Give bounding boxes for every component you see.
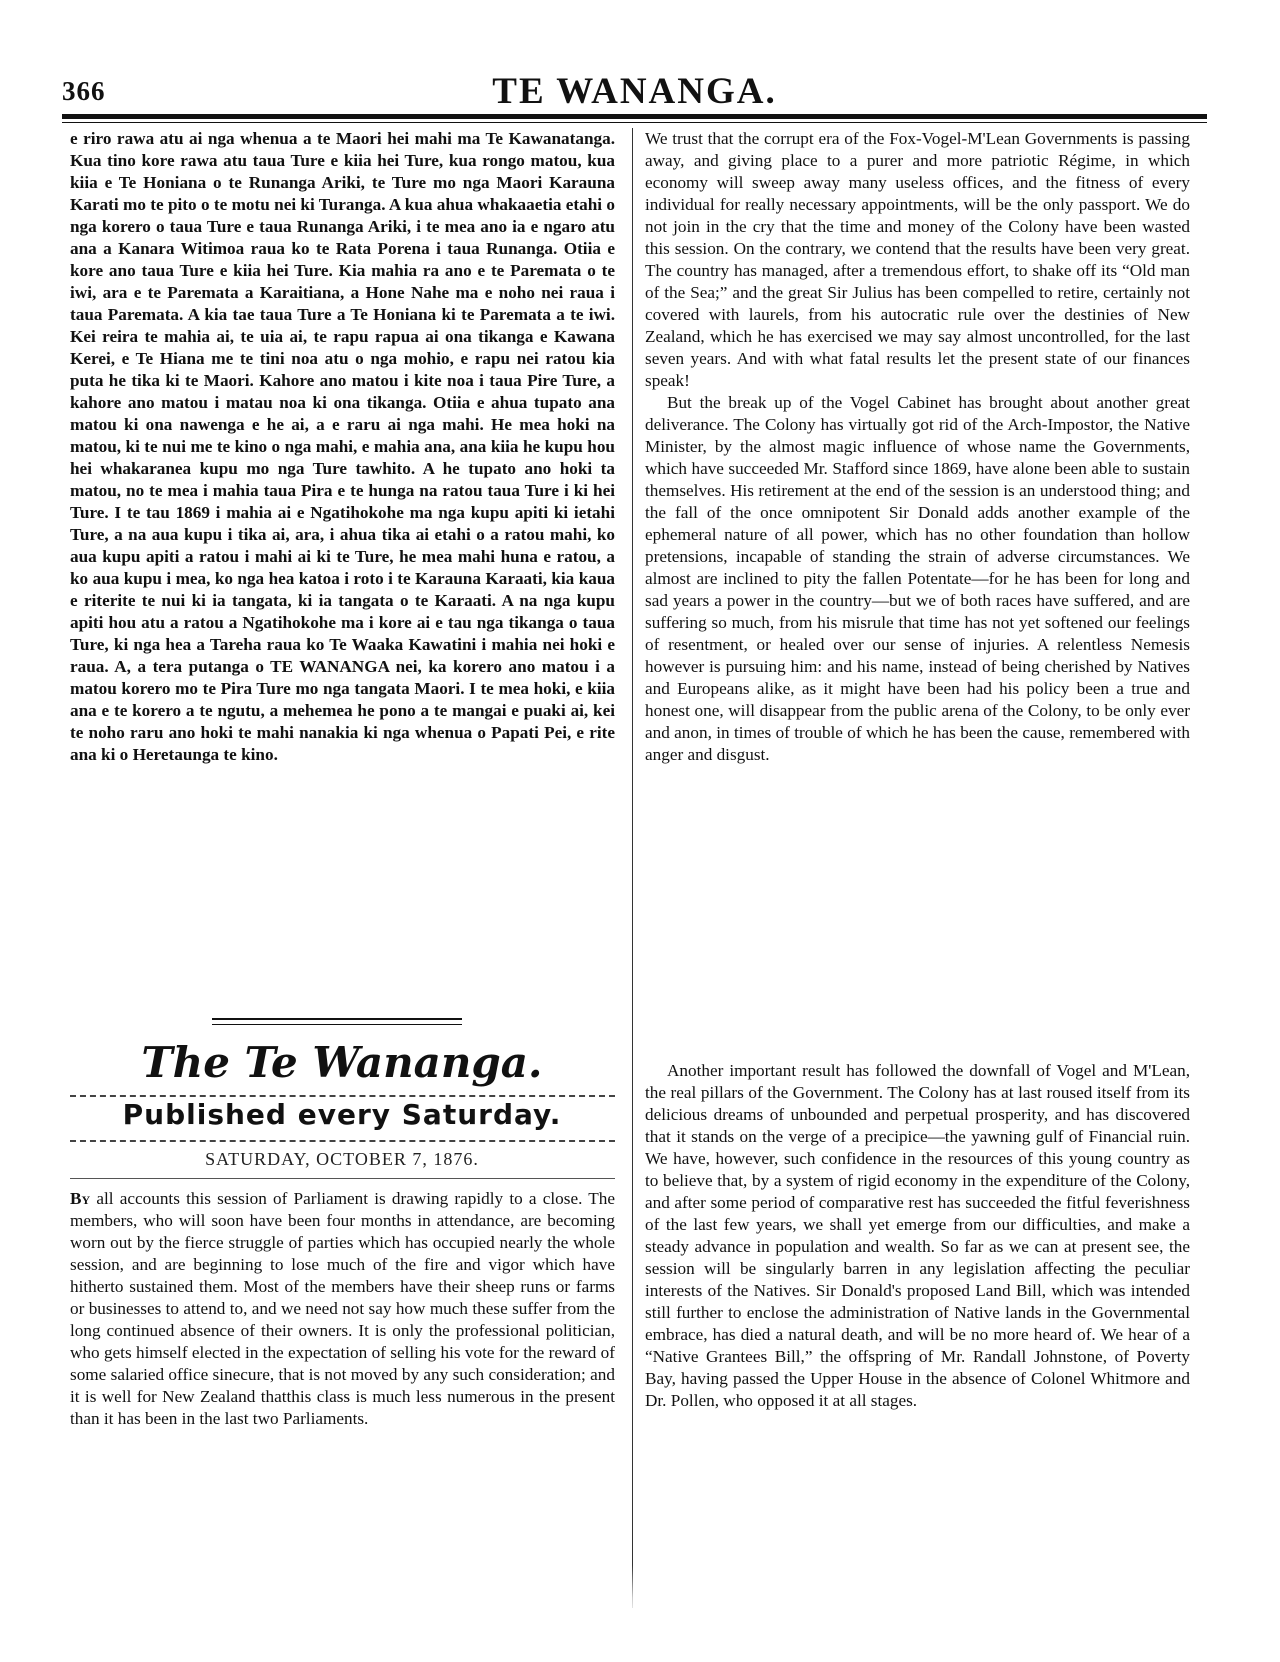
header-rule-thick [62,114,1207,119]
editorial-paragraph-2: But the break up of the Vogel Cabinet has brought about another great deliverance. The Colony has virtually got rid of the Arch-Impostor, the Native Minister, by the almost magic influence of whose name the Governments, which have succeeded Mr. Stafford since 1869, have alone been able to sustain themselves. His retirement at the end of the session is an understood thing; and the fall of the once omnipotent Sir Donald adds another example of the ephemeral nature of all power, which has no other foundation than hollow pretensions, incapable of standing the strain of adverse circumstances. We almost are inclined to pity the fallen Potentate—for he has been for long and sad years a power in the country—but we of both races have suffered, and are suffering so much, from his misrule that time has not yet softened our feelings of resentment, or healed over our sense of injuries. A relentless Nemesis however is pursuing him: and his name, instead of being cherished by Natives and Europeans alike, as it might have been had his policy been a true and honest one, will disappear from the public arena of the Colony, to be only ever and anon, in times of trouble of which he has been the cause, remembered with anger and disgust. [645,393,1190,764]
column-divider [632,128,633,1608]
page-header [62,60,1207,112]
editorial-paragraph-3: Another important result has followed the downfall of Vogel and M'Lean, the real pillars of the Government. The Colony has at last roused itself from its delicious dreams of unbounded and perpetual prosperity, and has discovered that it stands on the verge of a precipice—the yawning gulf of Financial ruin. We have, however, such confidence in the resources of this young country as to believe that, by a system of rigid economy in the expenditure of the Colony, and after some period of comparative rest has succeeded the fitful feverishness of the last few years, we shall yet emerge from our difficulties, and make a steady advance in population and wealth. So far as we can at present see, the session will be singularly barren in any legislation affecting the peculiar interests of the Natives. Sir Donald's proposed Land Bill, which was intended still further to enclose the administration of Native lands in the Governmental embrace, has died a natural death, and will be no more heard of. We hear of a “Native Grantees Bill,” the offspring of Mr. Randall Johnstone, of Poverty Bay, having passed the Upper House in the absence of Colonel Whitmore and Dr. Pollen, who opposed it at all stages. [645,1061,1190,1410]
editorial-first-word: By [70,1189,91,1208]
editorial-opening-paragraph [70,1188,615,1430]
page-bottom-fade [62,1565,1207,1620]
header-rule-thin [62,122,1207,123]
editorial-column-right-bottom [645,1060,1190,1608]
editorial-opening-text: all accounts this session of Parliament is drawing rapidly to a close. The members, who will soon have been four months in attendance, are becoming worn out by the fierce struggle of parties which has occupied nearly the whole session, and are beginning to lose much of the fire and vigor which have hitherto sustained them. Most of the members have their sheep runs or farms or businesses to attend to, and we need not say how much these suffer from the long continued absence of their owners. It is only the professional politician, who gets himself elected in the expectation of selling his vote for the reward of some salaried office sinecure, that is not moved by any such consideration; and it is well for New Zealand thatthis class is much less numerous in the present than it has been in the last two Parliaments. [70,1189,615,1428]
editorial-column-left [70,1188,615,1608]
masthead-title: TE WANANGA. [492,71,777,112]
date-rule [70,1178,615,1179]
page-number: 366 [62,76,106,106]
editorial-paragraph-1: We trust that the corrupt era of the Fox-Vogel-M'Lean Governments is passing away, and giving place to a purer and more patriotic Régime, in which economy will sweep away many useless offices, and the fitness of every individual for really necessary appointments, will be the only passport. We do not join in the cry that the time and money of the Colony have been wasted this session. On the contrary, we contend that the results have been very great. The country has managed, after a tremendous effort, to shake off its “Old man of the Sea;” and the great Sir Julius has been compelled to retire, certainly not covered with laurels, from his autocratic rule over the destinies of New Zealand, which he has exercised we may say almost uncontrolled, for the last seven years. And with what fatal results let the present state of our finances speak! [645,129,1190,390]
published-line: Published every Saturday. [122,1098,562,1131]
maori-article-column [70,128,615,1074]
dotted-rule-bottom [70,1140,615,1145]
ornament-rule [212,1018,462,1025]
editorial-column-right-top [645,128,1190,1058]
editorial-title: The Te Wananga. [141,1038,543,1087]
newspaper-page [62,60,1207,1620]
date-line: SATURDAY, OCTOBER 7, 1876. [205,1149,479,1169]
maori-article-paragraph: e riro rawa atu ai nga whenua a te Maori hei mahi ma Te Kawanatanga. Kua tino kore rawa atu taua Ture e kiia hei Ture, kua rongo matou, kua kiia e Te Honiana o te Runanga Ariki, te Ture mo nga Maori Karauna Karati mo te pito o te motu nei ki Turanga. A kua ahua whakaaetia etahi o nga korero o taua Ture e taua Runanga Ariki, i te mea ano ia e ngaro atu ana a Kanara Witimoa raua ko te Rata Porena i taua Runanga. Otiia e kore ano taua Ture e kiia hei Ture. Kia mahia ra ano e te Paremata o te iwi, ara e te Paremata a Karaitiana, a Hone Nahe ma e noho nei raua i taua Paremata. A kia tae taua Ture a Te Honiana ki te Paremata a te iwi. Kei reira te mahia ai, te uia ai, te rapu rapua ai ona tikanga e Kawana Kerei, e Te Hiana me te tini noa atu o nga mohio, e rapu nei ratou kia puta he tika ki te Maori. Kahore ano matou i kite noa i taua Pire Ture, a kahore ano matou i matau noa ki ona tikanga. Otiia e ahua tupato ana matou ki ona nawenga e he ai, a e raru ai nga mahi. He mea hoki na matou, ki te nui me te kino o nga mahi, e mahia ana, ana kiia he kupu hou hei whakaranea kupu mo nga Ture tawhito. A he tupato ano hoki ta matou, no te mea i mahia taua Pira e te hunga na ratou taua Ture i ki hei Ture. I te tau 1869 i mahia ai e Ngatihokohe ma nga kupu apiti ki ietahi Ture, a na aua kupu i tika ai, ara, i ahua tika ai etahi o a ratou mahi, ko aua kupu apiti a ratou i mahi ai ki te Ture, he mea mahi huna e ratou, a ko aua kupu i mea, ko nga hea katoa i roto i te Karauna Karaati, kia kaua e riterite te nui ki ia tangata, ki ia tangata o te Karaati. A na nga kupu apiti hou atu a ratou a Ngatihokohe ma i kore ai e tau nga tikanga o taua Ture, ki nga hea a Tareha raua ko Te Waaka Kawatini i mahia nei hoki e raua. A, a tera putanga o TE WANANGA nei, ka korero ano matou i a matou korero mo te Pira Ture mo nga tangata Maori. I te mea hoki, e kiia ana e te korero a te ngutu, a mehemea he pono a te mangai e puaki ai, kei te noho raru ano hoki te mahi nanakia ki nga whenua o Papati Pei, e rite ana ki o Heretaunga te kino. [70,129,615,764]
